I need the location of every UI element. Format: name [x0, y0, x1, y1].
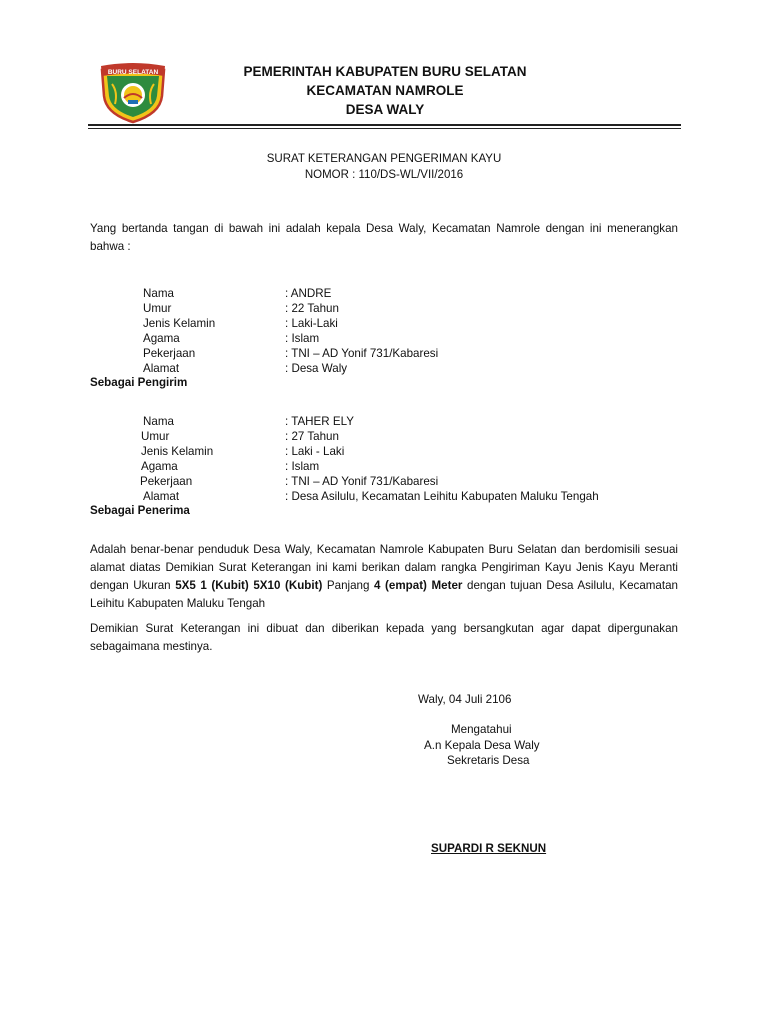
receiver-label-occupation: Pekerjaan: [140, 475, 193, 488]
receiver-label-address: Alamat: [143, 490, 180, 503]
sender-label-occupation: Pekerjaan: [143, 347, 196, 360]
sender-label-religion: Agama: [143, 332, 180, 345]
receiver-label-name: Nama: [143, 415, 174, 428]
sender-label-name: Nama: [143, 287, 174, 300]
sender-label-gender: Jenis Kelamin: [143, 317, 216, 330]
statement-wood-size: 5X5 1 (Kubit) 5X10 (Kubit): [175, 579, 323, 592]
receiver-label-gender: Jenis Kelamin: [141, 445, 214, 458]
sender-value-gender: : Laki-Laki: [285, 317, 338, 330]
statement-text-2: Panjang: [322, 579, 375, 592]
letterhead-government: PEMERINTAH KABUPATEN BURU SELATAN: [243, 64, 527, 79]
sender-value-address: : Desa Waly: [285, 362, 348, 375]
receiver-value-occupation: : TNI – AD Yonif 731/Kabaresi: [285, 475, 439, 488]
intro-paragraph: Yang bertanda tangan di bawah ini adalah kepala Desa Waly, Kecamatan Namrole dengan ini menerangkan bahwa :: [90, 222, 678, 253]
signature-place-date: Waly, 04 Juli 2106: [418, 693, 512, 706]
sender-role: Sebagai Pengirim: [90, 376, 188, 389]
statement-wood-length: 4 (empat) Meter: [374, 579, 463, 592]
letterhead-divider-thin: [88, 128, 681, 129]
letterhead-village: DESA WALY: [345, 102, 425, 117]
signature-name: SUPARDI R SEKNUN: [431, 842, 547, 855]
statement-text-1: Adalah benar-benar penduduk Desa Waly, Kecamatan Namrole Kabupaten Buru Selatan dan berdomisili sesuai alamat diatas Demikian Surat Keterangan ini kami berikan dalam rangka Pengiriman Kayu Jenis Kayu Meranti dengan Ukuran: [90, 543, 678, 592]
signature-position: Sekretaris Desa: [447, 754, 530, 767]
signature-on-behalf: A.n Kepala Desa Waly: [424, 739, 540, 752]
receiver-value-name: : TAHER ELY: [285, 415, 354, 428]
letterhead-district: KECAMATAN NAMROLE: [306, 83, 464, 98]
document-title: [0, 151, 768, 183]
sender-value-occupation: : TNI – AD Yonif 731/Kabaresi: [285, 347, 439, 360]
statement-paragraph: [90, 541, 678, 613]
letterhead-divider-thick: [88, 124, 681, 126]
document-number: NOMOR : 110/DS-WL/VII/2016: [304, 169, 464, 181]
document-heading: SURAT KETERANGAN PENGERIMAN KAYU: [266, 153, 502, 165]
signature-acknowledged: Mengatahui: [451, 723, 512, 736]
sender-value-age: : 22 Tahun: [285, 302, 339, 315]
receiver-value-gender: : Laki - Laki: [285, 445, 345, 458]
regency-emblem-logo: [98, 62, 168, 124]
statement-text-3: dengan tujuan Desa Asilulu, Kecamatan Leihitu Kabupaten Maluku Tengah: [90, 579, 678, 610]
receiver-role: Sebagai Penerima: [90, 504, 190, 517]
sender-label-age: Umur: [143, 302, 172, 315]
sender-label-address: Alamat: [143, 362, 180, 375]
receiver-value-address: : Desa Asilulu, Kecamatan Leihitu Kabupaten Maluku Tengah: [285, 490, 599, 503]
receiver-label-age: Umur: [141, 430, 170, 443]
closing-paragraph: Demikian Surat Keterangan ini dibuat dan diberikan kepada yang bersangkutan agar dapat dipergunakan sebagaimana mestinya.: [90, 622, 678, 653]
logo-banner-text: BURU SELATAN: [107, 69, 159, 76]
receiver-value-age: : 27 Tahun: [285, 430, 339, 443]
letterhead: [230, 62, 540, 119]
sender-value-religion: : Islam: [285, 332, 320, 345]
receiver-value-religion: : Islam: [285, 460, 320, 473]
receiver-label-religion: Agama: [141, 460, 178, 473]
sender-value-name: : ANDRE: [285, 287, 332, 300]
